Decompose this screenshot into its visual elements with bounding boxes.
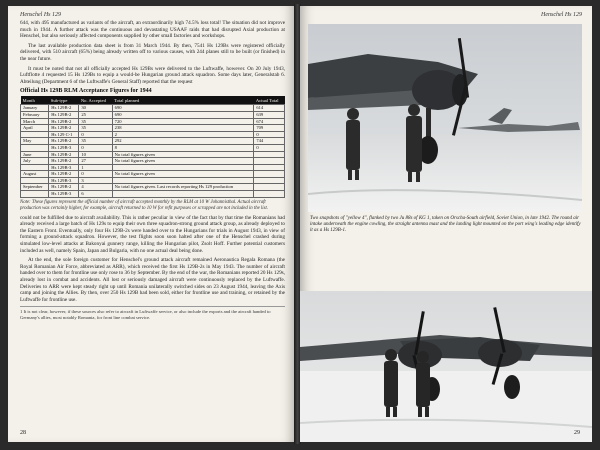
page-number-right: 29 [574, 430, 580, 436]
table-cell: 0 [254, 131, 285, 138]
table-cell: August [21, 171, 49, 178]
table-cell: Hs 129B-2 [49, 138, 79, 145]
table-title: Official Hs 129B RLM Acceptance Figures for 1944 [20, 88, 152, 95]
table-cell: 4 [79, 184, 112, 191]
footnote: 1 It is not clear, however, if these sources also refer to aircraft in Luftwaffe service, or also include the exports and the aircraft handed to Germany's allies, most notably Romania, for front line combat service. [20, 306, 285, 321]
photo-top-image [308, 24, 582, 212]
table-cell: Hs 129B-2 [49, 105, 79, 112]
table-cell: Hs 129B-3 [49, 164, 79, 171]
table-cell: June [21, 151, 49, 158]
photo-bottom-image [300, 291, 592, 442]
table-cell: 744 [254, 138, 285, 145]
table-header: Total planned [112, 96, 254, 105]
table-cell: September [21, 184, 49, 191]
running-head-right: Henschel Hs 129 [541, 12, 582, 18]
table-cell: Hs 129B-2 [49, 118, 79, 125]
photo-hs129-with-crew [300, 291, 592, 442]
table-cell: 8 [112, 144, 254, 151]
table-header: Month [21, 96, 49, 105]
table-cell: 0 [79, 171, 112, 178]
table-cell: Hs 129B-2 [49, 158, 79, 165]
right-page [300, 6, 592, 442]
acceptance-table [20, 96, 285, 197]
table-header: Actual Total [254, 96, 285, 105]
table-cell: Hs 129 C-1 [49, 131, 79, 138]
table-header: Sub-type [49, 96, 79, 105]
table-cell: 30 [79, 105, 112, 112]
paragraph: It must be noted that not all officially accepted Hs 129Bs were delivered to the Luftwaffe, however. On 20 July 1943, Luftflotte 4 requested 15 Hs 129Bs to equip a would-be Hungarian ground attack squadron. Some days later, Generalstab 6. Abteilung (Department 6 of the Luftwaffe's General Staff) reported that the request [20, 65, 285, 85]
table-cell: Hs 129B-2 [49, 111, 79, 118]
table-cell [112, 191, 254, 198]
left-page [8, 6, 295, 442]
table-cell [254, 158, 285, 165]
table-cell [21, 131, 49, 138]
table-cell: 238 [112, 125, 254, 132]
table-row [21, 177, 285, 184]
table-cell [21, 164, 49, 171]
photo-caption: Two snapshots of "yellow 4", flanked by two Ju 88s of KG 1, taken on Orscha-South airfield, Soviet Union, in late 1942. The round air intake underneath the engine cowling, the straight antenna mast and the landing light mounted on the port wing's leading edge identify it as a Hs 129B-1. [310, 216, 581, 234]
table-cell: February [21, 111, 49, 118]
table-row [21, 105, 285, 112]
table-cell: Hs 129B-2 [49, 151, 79, 158]
photo-hs129-snow-airfield [308, 24, 582, 212]
running-head-left: Henschel Hs 129 [20, 12, 61, 18]
table-cell [254, 191, 285, 198]
table-cell [112, 164, 254, 171]
table-cell [254, 164, 285, 171]
paragraph: At the end, the sole foreign customer for Henschel's ground attack aircraft remained Aeronautica Regala Romana (the Royal Romanian Air Force, abbreviated as ARR), which received the first Hs 129B-2s in May 1943. The number of aircraft handed over to them for frontline use only rose to 36 by September. By the end of the war, the Romanians reported 20 Hs 129s, already lost in combat and accidents. All lost or seriously damaged aircraft were continuously replaced by the Luftwaffe. Deliveries to ARR were kept steady right up until Romania unilaterally switched sides on 23 August 1944, leaving the Axis camp and joining the Allies. By then, over 250 Hs 129B had been sold, either for frontline use and training, or retained by the Luftwaffe for frontline use. [20, 257, 285, 303]
table-cell: March [21, 118, 49, 125]
table-cell: May [21, 138, 49, 145]
table-note: Note: These figures represent the official number of aircraft accepted monthly by the RLM at 10 W Johannisthal. Actual aircraft production was certainly higher, for example, aircraft returned to 10 W for refit purposes or scrapped are not included in the list. [20, 199, 268, 211]
table-row [21, 118, 285, 125]
table-cell: 639 [254, 111, 285, 118]
table-cell: Hs 129B-2 [49, 184, 79, 191]
table-row [21, 191, 285, 198]
paragraph: The last available production data sheet is from 31 March 1944. By then, 7541 Hs 129Bs were registered officially delivered, with 510 aircraft (65%) being already written off to various causes, with 244 planes still to be built (or finished) in the near future. [20, 42, 285, 62]
table-row [21, 171, 285, 178]
table-cell [21, 191, 49, 198]
table-row [21, 144, 285, 151]
table-row [21, 131, 285, 138]
table-cell: 720 [112, 118, 254, 125]
table-cell: 690 [112, 105, 254, 112]
paragraph: 644, with 495 manufactured as variants of the aircraft, an extraordinarily high 74.5% loss total! The situation did not improve much in 1944. A further attack was the continuous and devastating USAAF raids that had disrupted Axial production at Henschel, but also seriously affected components supplied by other small factories and workshops. [20, 20, 285, 40]
table-cell [112, 177, 254, 184]
table-row [21, 111, 285, 118]
table-body [21, 105, 285, 197]
table-cell: Hs 129B-3 [49, 177, 79, 184]
table-cell: 614 [254, 105, 285, 112]
table-cell: 1 [79, 164, 112, 171]
table-row [21, 164, 285, 171]
table-cell: 10 [79, 151, 112, 158]
table-cell: 0 [79, 144, 112, 151]
table-cell: Hs 129B-2 [49, 125, 79, 132]
table-cell: 709 [254, 125, 285, 132]
table-cell: 35 [79, 138, 112, 145]
table-cell [254, 177, 285, 184]
paragraph: could not be fulfilled due to aircraft availability. This is rather peculiar in view of the fact that by that time the Romanians had already received a large batch of Hs 129s to equip their own three squadron-strong ground attack group, as already deployed to the Eastern Front. Eventually, only four Hs 129B-2s were handed over to the Hungarians for trials in August 1943, in view of forming a ground-attack squadron. However, the test flights soon soon halted after one of the Henschel crashed during simulated low-level attacks at Bakonyai gunnery range, killing the Hungarian pilot, Zsolt Hoff. Further potential customers included as well, namely Spain, Japan and Bulgaria, with no one actual deal being done. [20, 214, 285, 254]
table-cell: 292 [112, 138, 254, 145]
table-cell: 35 [79, 118, 112, 125]
table-cell: 6 [79, 191, 112, 198]
table-cell: January [21, 105, 49, 112]
table-cell [254, 184, 285, 191]
table-cell: Hs 129B-3 [49, 144, 79, 151]
table-cell: Hs 129B-2 [49, 171, 79, 178]
table-row [21, 184, 285, 191]
table-cell: 27 [79, 158, 112, 165]
table-cell: No total figures given [112, 171, 254, 178]
table-cell: July [21, 158, 49, 165]
table-cell: 25 [79, 111, 112, 118]
table-cell [254, 171, 285, 178]
table-cell: 3 [79, 177, 112, 184]
table-row [21, 158, 285, 165]
table-row [21, 125, 285, 132]
table-cell: Hs 129B-3 [49, 191, 79, 198]
table-cell [21, 177, 49, 184]
table-cell: No total figures given [112, 158, 254, 165]
table-cell [21, 144, 49, 151]
table-cell: 690 [112, 111, 254, 118]
table-row [21, 138, 285, 145]
table-cell: 674 [254, 118, 285, 125]
table-header: No. Accepted [79, 96, 112, 105]
table-cell: 0 [254, 144, 285, 151]
page-number-left: 28 [20, 430, 26, 436]
table-cell: 2 [112, 131, 254, 138]
table-header-row [21, 96, 285, 105]
table-cell: 0 [79, 131, 112, 138]
table-cell: No total figures given [112, 151, 254, 158]
table-cell: No total figures given. Last records reporting Hs 129 production [112, 184, 254, 191]
table-cell [254, 151, 285, 158]
table-cell: 35 [79, 125, 112, 132]
table-cell: April [21, 125, 49, 132]
table-row [21, 151, 285, 158]
